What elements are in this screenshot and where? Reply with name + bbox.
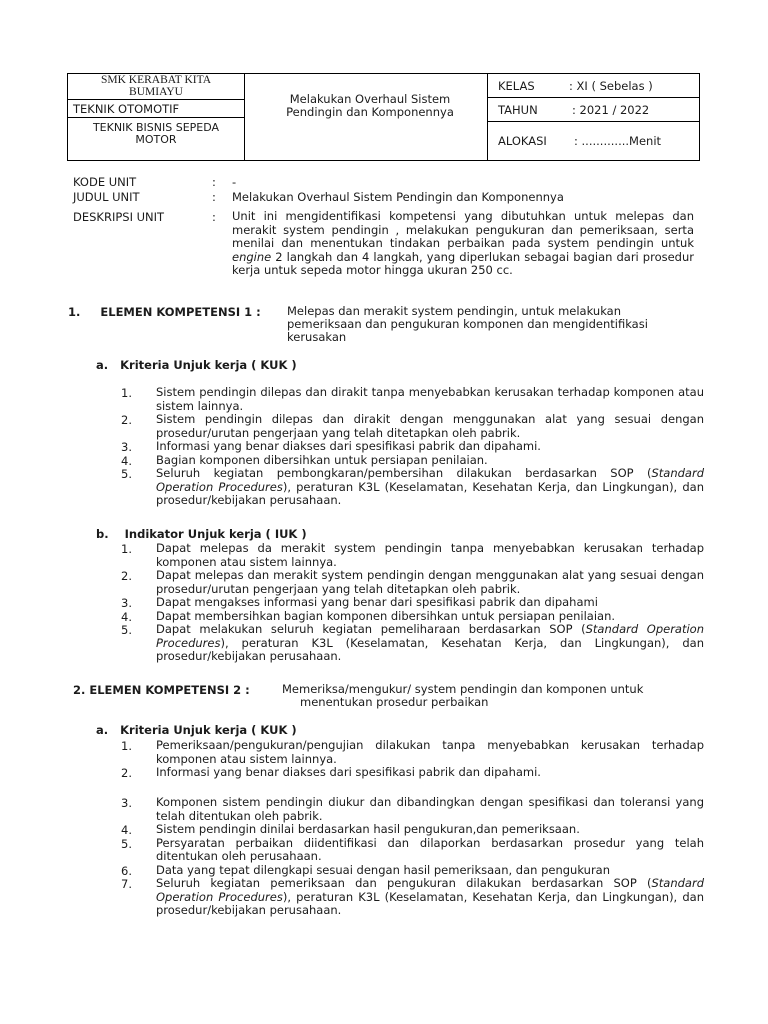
list-number: 5. [121, 836, 132, 851]
list-number: 3. [121, 596, 132, 610]
list-item [121, 837, 704, 864]
list-item [121, 766, 704, 780]
desc-part-1: Unit ini mengidentifikasi kompetensi yang dibutuhkan untuk melepas dan merakit system pendingin , melakukan pengukuran dan pemeriksaan, serta menilai dan menentukan tindakan perbaikan pada system pendingin untuk [232, 209, 694, 250]
deskripsi-unit-label: DESKRIPSI UNIT [73, 210, 165, 224]
list-text [156, 877, 704, 918]
list-item [121, 610, 704, 624]
iuk5-text-a: Dapat melakukan seluruh kegiatan pemeliharaan berdasarkan SOP ( [156, 622, 586, 636]
list-item [121, 823, 704, 837]
list-text: Dapat melepas da merakit system pendingin tanpa menyebabkan kerusakan terhadap komponen atau sistem lainnya. [156, 541, 704, 569]
list-number: 4. [121, 453, 132, 468]
deskripsi-unit-separator: : [212, 210, 216, 224]
page-title: Melakukan Overhaul Sistem Pendingin dan Komponennya [286, 92, 454, 119]
element1-desc-line3: kerusakan [287, 330, 347, 344]
kuk5-text-italic: Standard Operation Procedures [156, 466, 704, 494]
element2-heading: 2. ELEMEN KOMPETENSI 2 : [73, 683, 250, 697]
element1-kuk-heading: a. Kriteria Unjuk kerja ( KUK ) [96, 358, 297, 372]
list-text: Persyaratan perbaikan diidentifikasi dan dilaporkan berdasarkan prosedur yang telah ditentukan oleh perusahaan. [156, 835, 704, 863]
header-tahun-cell [487, 97, 700, 122]
list-item [121, 623, 704, 664]
alokasi-label: ALOKASI [498, 134, 547, 148]
element2-kuk-list-bottom [121, 796, 704, 918]
header-kelas-cell [487, 73, 700, 98]
element1-desc-line1: Melepas dan merakit system pendingin, untuk melakukan [287, 304, 621, 318]
desc-part-2: 2 langkah dan 4 langkah, yang diperlukan sebagai bagian dari prosedur kerja untuk sepeda motor hingga ukuran 250 cc. [232, 249, 694, 277]
list-text: Bagian komponen dibersihkan untuk persiapan penilaian. [156, 452, 488, 467]
list-number: 5. [121, 623, 132, 637]
list-text: Komponen sistem pendingin diukur dan dibandingkan dengan spesifikasi dan toleransi yang telah ditentukan oleh pabrik. [156, 795, 704, 823]
kode-unit-label: KODE UNIT [73, 175, 137, 189]
list-text: Sistem pendingin dilepas dan dirakit dengan menggunakan alat yang sesuai dengan prosedur/urutan pengerjaan yang telah ditetapkan oleh pabrik. [156, 412, 704, 440]
list-number: 2. [121, 413, 132, 427]
list-item [121, 542, 704, 569]
deskripsi-unit-text [232, 210, 694, 278]
kuk7-text-italic: Standard Operation Procedures [156, 876, 704, 904]
list-text: Pemeriksaan/pengukuran/pengujian dilakukan tanpa menyebabkan kerusakan terhadap komponen atau sistem lainnya. [156, 738, 704, 766]
tahun-label: TAHUN [498, 103, 538, 117]
list-number: 2. [121, 569, 132, 583]
kuk5-text-b: ), peraturan K3L (Keselamatan, Kesehatan Kerja, dan Lingkungan), dan prosedur/kebijakan perusahaan. [156, 479, 704, 507]
alokasi-value: : .............Menit [574, 134, 662, 148]
desc-italic: engine [232, 249, 272, 264]
judul-unit-value: Melakukan Overhaul Sistem Pendingin dan Komponennya [232, 190, 564, 204]
kuk7-text-a: Seluruh kegiatan pemeriksaan dan pengukuran dilakukan berdasarkan SOP ( [156, 876, 652, 890]
element1-kuk-list [121, 386, 704, 508]
list-text [156, 467, 704, 508]
list-number: 1. [121, 386, 132, 400]
element1-heading: 1. ELEMEN KOMPETENSI 1 : [68, 305, 261, 319]
list-number: 6. [121, 863, 132, 878]
list-item [121, 386, 704, 413]
header-alokasi-cell [487, 121, 700, 161]
element2-description [282, 683, 643, 709]
list-text: Informasi yang benar diakses dari spesifikasi pabrik dan dipahami. [156, 765, 541, 779]
list-number: 5. [121, 467, 132, 481]
list-item [121, 440, 704, 454]
tahun-value: : 2021 / 2022 [572, 103, 650, 117]
list-number: 4. [121, 823, 132, 837]
kelas-value: : XI ( Sebelas ) [569, 79, 653, 93]
department-name: TEKNIK OTOMOTIF [73, 102, 180, 116]
list-number: 2. [121, 766, 132, 780]
kode-unit-separator: : [212, 175, 216, 189]
list-item [121, 413, 704, 440]
list-item [121, 596, 704, 610]
header-program-cell [67, 117, 245, 161]
kelas-label: KELAS [498, 79, 535, 93]
list-number: 1. [121, 739, 132, 753]
list-text: Dapat membersihkan bagian komponen dibersihkan untuk persiapan penilaian. [156, 608, 616, 623]
element1-iuk-heading: b. Indikator Unjuk kerja ( IUK ) [96, 527, 307, 541]
list-item [121, 796, 704, 823]
kuk5-text-a: Seluruh kegiatan pembongkaran/pembersihan dilakukan berdasarkan SOP ( [156, 466, 652, 480]
list-number: 1. [121, 542, 132, 556]
list-item [121, 569, 704, 596]
list-item [121, 739, 704, 766]
list-item [121, 877, 704, 918]
list-text [156, 623, 704, 664]
list-number: 3. [121, 440, 132, 454]
list-text: Data yang tepat dilengkapi sesuai dengan hasil pemeriksaan, dan pengukuran [156, 862, 611, 877]
header-department-cell [67, 99, 245, 118]
header-title-cell [244, 73, 488, 161]
list-text: Sistem pendingin dilepas dan dirakit tanpa menyebabkan kerusakan terhadap komponen atau sistem lainnya. [156, 385, 704, 413]
element2-desc-line1: Memeriksa/mengukur/ system pendingin dan komponen untuk [282, 682, 644, 696]
judul-unit-label: JUDUL UNIT [73, 190, 140, 204]
list-item [121, 454, 704, 468]
school-name: SMK KERABAT KITA BUMIAYU [100, 74, 212, 98]
list-item [121, 467, 704, 508]
list-number: 4. [121, 609, 132, 624]
judul-unit-separator: : [212, 190, 216, 204]
element2-desc-line2: menentukan prosedur perbaikan [300, 695, 489, 709]
iuk5-text-italic: Standard Operation Procedures [156, 622, 704, 650]
iuk5-text-b: ), peraturan K3L (Keselamatan, Kesehatan Kerja, dan Lingkungan), dan prosedur/kebijakan perusahaan. [156, 635, 704, 663]
element2-kuk-list-top [121, 739, 704, 780]
kuk7-text-b: ), peraturan K3L (Keselamatan, Kesehatan Kerja, dan Lingkungan), dan prosedur/kebijakan perusahaan. [156, 889, 704, 917]
element1-iuk-list [121, 542, 704, 664]
list-number: 7. [121, 877, 132, 891]
header-school-cell [67, 73, 245, 100]
element1-desc-line2: pemeriksaan dan pengukuran komponen dan mengidentifikasi [287, 317, 648, 331]
list-text: Sistem pendingin dinilai berdasarkan hasil pengukuran,dan pemeriksaan. [156, 822, 580, 836]
list-text: Dapat melepas dan merakit system pendingin dengan menggunakan alat yang sesuai dengan prosedur/urutan pengerjaan yang telah ditetapkan oleh pabrik. [156, 568, 704, 596]
kode-unit-value: - [232, 175, 237, 189]
program-name: TEKNIK BISNIS SEPEDA MOTOR [92, 121, 220, 146]
element2-kuk-heading: a. Kriteria Unjuk kerja ( KUK ) [96, 723, 297, 737]
list-text: Informasi yang benar diakses dari spesifikasi pabrik dan dipahami. [156, 439, 541, 453]
list-number: 3. [121, 796, 132, 810]
element1-description [287, 305, 648, 344]
list-text: Dapat mengakses informasi yang benar dari spesifikasi pabrik dan dipahami [156, 595, 598, 609]
list-item [121, 864, 704, 878]
